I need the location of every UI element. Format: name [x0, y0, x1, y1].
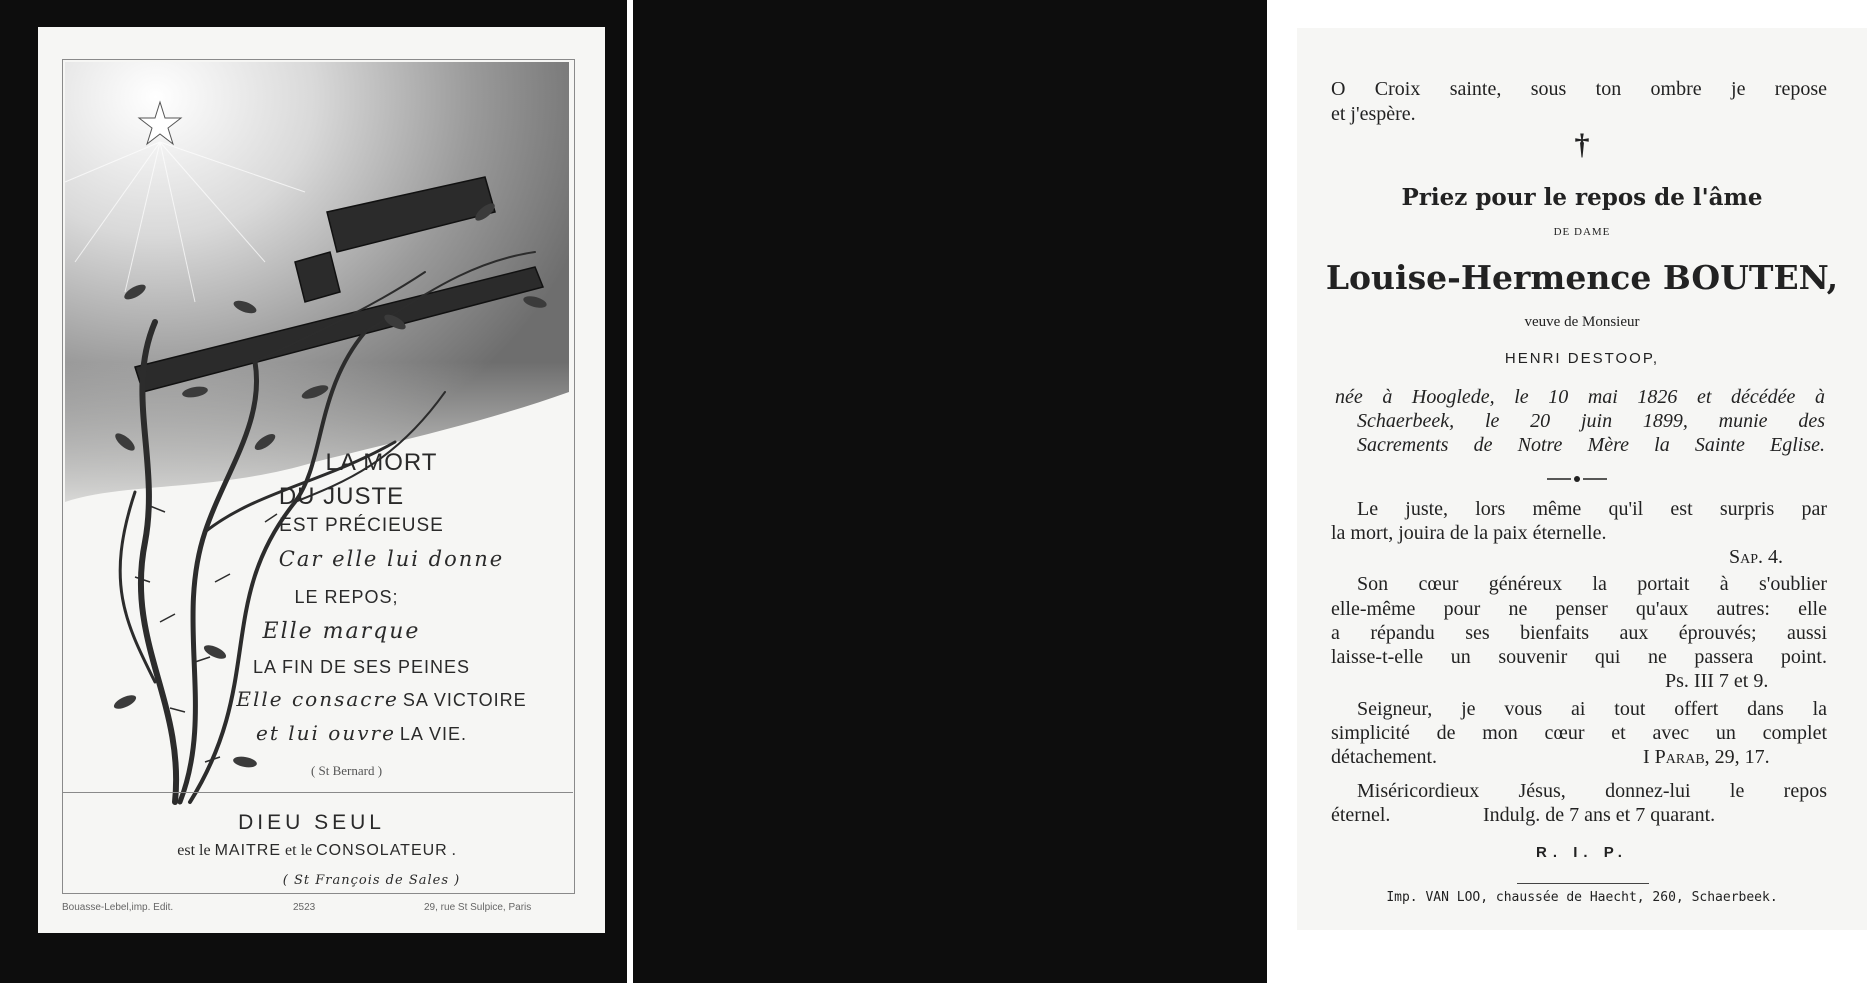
footer-et-le: et le: [285, 842, 313, 859]
poem-line-9-script: et lui ouvre: [256, 721, 396, 745]
rip: R. I. P.: [1536, 844, 1628, 861]
text-2a: Son cœur généreux la portait à s'oublier: [1357, 573, 1827, 595]
poem-attribution: ( St Bernard ): [310, 763, 383, 778]
footer-maitre: MAITRE: [214, 842, 282, 859]
right-card: [1297, 28, 1867, 930]
text-3a: Seigneur, je vous ai tout offert dans la: [1357, 698, 1827, 720]
poem-line-2: DU JUSTE: [278, 483, 405, 510]
text-3b: simplicité de mon cœur et avec un complet: [1331, 722, 1827, 744]
cross-icon: †: [1574, 128, 1590, 161]
bio-line-1: née à Hooglede, le 10 mai 1826 et décédée à: [1335, 386, 1825, 408]
printer-right: 29, rue St Sulpice, Paris: [424, 902, 532, 913]
text-4b: éternel.: [1331, 804, 1391, 826]
poem-line-9: [78, 721, 645, 745]
husband-name: HENRI DESTOOP,: [1504, 350, 1660, 367]
de-dame: DE DAME: [1553, 226, 1611, 238]
text-4c: Indulg. de 7 ans et 7 quarant.: [1483, 804, 1716, 826]
pray-heading: Priez pour le repos de l'âme: [1401, 184, 1763, 211]
poem-line-3: EST PRÉCIEUSE: [279, 515, 444, 536]
poem-line-8: [98, 687, 665, 711]
text-1-ref: Sap. 4.: [1729, 546, 1784, 568]
opening-line-2: et j'espère.: [1331, 103, 1416, 125]
right-card-border: [633, 0, 1839, 983]
text-4a: Miséricordieux Jésus, donnez-lui le repos: [1357, 780, 1827, 802]
bio-line-3: Sacrements de Notre Mère la Sainte Eglise.: [1357, 434, 1825, 456]
footer-title: DIEU SEUL: [238, 811, 385, 834]
text-2b: elle-même pour ne penser qu'aux autres: elle: [1331, 598, 1827, 620]
footer-separator: [62, 792, 573, 793]
footer-consolateur: CONSOLATEUR: [316, 842, 448, 859]
left-card: [38, 27, 605, 933]
text-3-ref: I Parab, 29, 17.: [1643, 746, 1770, 768]
text-2-ref: Ps. III 7 et 9.: [1665, 670, 1769, 692]
footer-attribution: ( St François de Sales ): [282, 873, 461, 888]
footer-est-le: est le: [177, 842, 211, 859]
poem-line-5: LE REPOS;: [294, 587, 399, 607]
printer-number: 2523: [293, 902, 316, 913]
poem-line-9-caps: LA VIE.: [399, 724, 467, 744]
printer-left: Bouasse-Lebel,imp. Edit.: [62, 902, 174, 913]
poem-line-1: LA MORT: [325, 449, 438, 476]
text-3c: détachement.: [1331, 746, 1438, 768]
printer-line: Imp. VAN LOO, chaussée de Haecht, 260, Schaerbeek.: [1386, 890, 1778, 905]
poem-line-6: Elle marque: [262, 619, 421, 644]
footer-period: .: [451, 842, 456, 859]
text-2d: laisse-t-elle un souvenir qui ne passera point.: [1331, 646, 1827, 668]
footer-line: [33, 842, 600, 860]
poem-line-8-script: Elle consacre: [236, 687, 399, 711]
poem-line-4: Car elle lui donne: [278, 547, 505, 571]
opening-line-1: O Croix sainte, sous ton ombre je repose: [1331, 78, 1827, 100]
text-2c: a répandu ses bienfaits aux éprouvés; aussi: [1331, 622, 1827, 644]
printer-separator: [1517, 883, 1649, 884]
deceased-name: Louise-Hermence BOUTEN,: [1325, 258, 1839, 297]
left-card-border: [0, 0, 627, 983]
text-1b: la mort, jouira de la paix éternelle.: [1331, 522, 1607, 544]
poem-line-7: LA FIN DE SES PEINES: [252, 657, 471, 677]
veuve-line: veuve de Monsieur: [1524, 314, 1640, 330]
text-1a: Le juste, lors même qu'il est surpris par: [1357, 498, 1827, 520]
poem-line-8-caps: SA VICTOIRE: [402, 690, 527, 710]
ornament-divider: [1547, 474, 1607, 484]
bio-line-2: Schaerbeek, le 20 juin 1899, munie des: [1357, 410, 1825, 432]
